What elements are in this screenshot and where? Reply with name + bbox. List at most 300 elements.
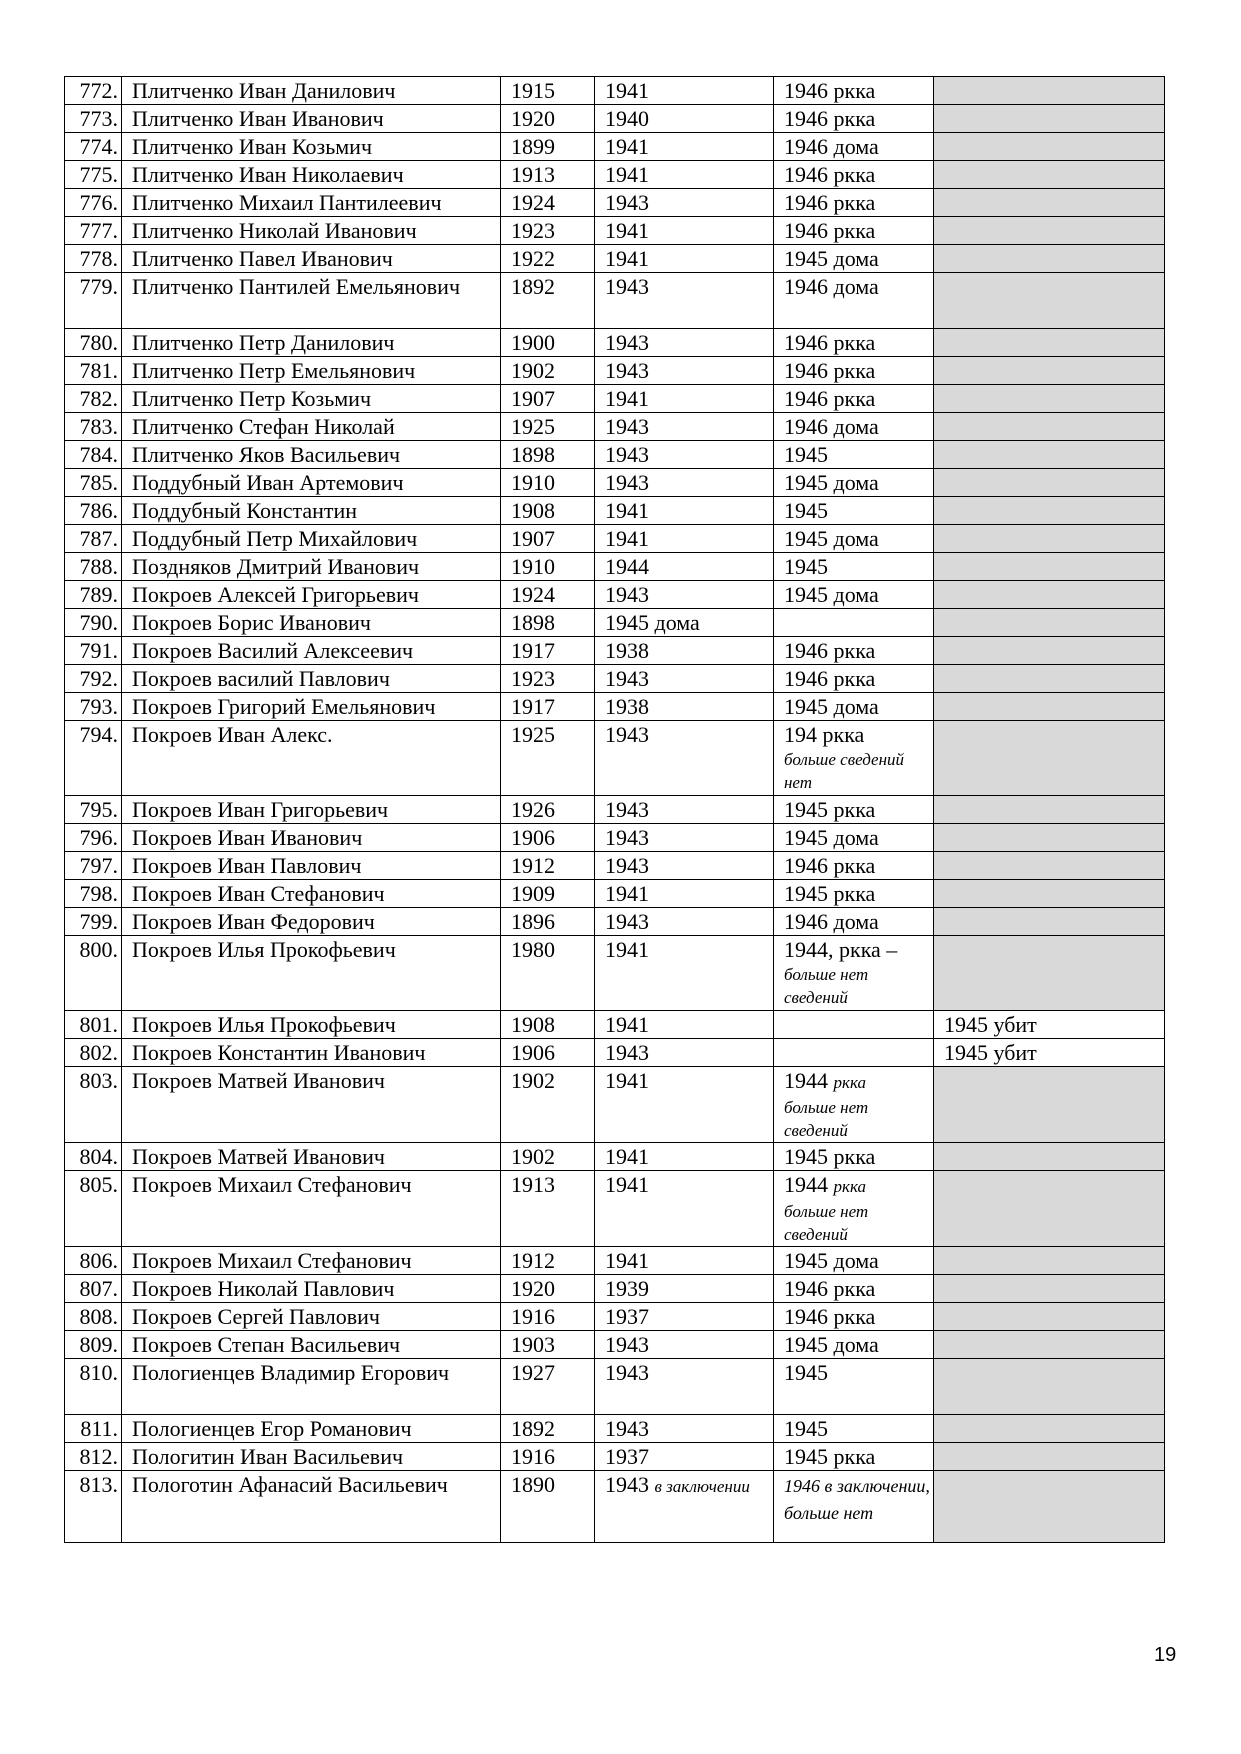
table-row <box>65 581 1165 609</box>
draft-year-cell <box>595 693 774 721</box>
draft-year-cell <box>595 1471 774 1543</box>
return-value: 1945 <box>784 498 828 523</box>
return-value: 1944, ркка – <box>784 937 898 962</box>
draft-year-cell <box>595 273 774 329</box>
name-cell: Покроев василий Павлович <box>122 665 501 693</box>
return-value: 1945 дома <box>784 825 879 850</box>
row-number-cell: 805. <box>65 1171 122 1247</box>
name-cell: Покроев Степан Васильевич <box>122 1331 501 1359</box>
return-value: 1945 дома <box>784 694 879 719</box>
draft-year: 1941 <box>605 162 649 187</box>
table-row <box>65 1359 1165 1415</box>
roster-body <box>65 77 1165 1543</box>
birth-year-cell: 1909 <box>501 880 595 908</box>
draft-year-cell <box>595 1011 774 1039</box>
name-cell: Плитченко Стефан Николай <box>122 413 501 441</box>
draft-year: 1943 <box>605 853 649 878</box>
table-row <box>65 721 1165 796</box>
draft-year: 1943 <box>605 1360 649 1385</box>
draft-year: 1945 дома <box>605 610 700 635</box>
draft-year-cell <box>595 1331 774 1359</box>
name-cell: Покроев Иван Стефанович <box>122 880 501 908</box>
draft-year: 1943 <box>605 1040 649 1065</box>
draft-year-cell <box>595 525 774 553</box>
fate-cell <box>934 824 1165 852</box>
name-cell: Плитченко Николай Иванович <box>122 217 501 245</box>
birth-year-cell: 1920 <box>501 1275 595 1303</box>
table-row <box>65 1443 1165 1471</box>
return-value: 1945 <box>784 442 828 467</box>
table-row <box>65 497 1165 525</box>
row-number-cell: 780. <box>65 329 122 357</box>
return-value: 1944 <box>784 1068 828 1093</box>
name-cell: Поддубный Константин <box>122 497 501 525</box>
birth-year-cell: 1908 <box>501 1011 595 1039</box>
table-row <box>65 133 1165 161</box>
birth-year-cell: 1913 <box>501 161 595 189</box>
draft-year: 1941 <box>605 498 649 523</box>
birth-year-cell: 1925 <box>501 721 595 796</box>
return-value: 1944 <box>784 1172 828 1197</box>
fate-cell <box>934 1067 1165 1143</box>
return-cell <box>774 497 934 525</box>
draft-year: 1943 <box>605 330 649 355</box>
row-number-cell: 772. <box>65 77 122 105</box>
return-value: 1945 <box>784 554 828 579</box>
table-row <box>65 796 1165 824</box>
birth-year-cell: 1917 <box>501 637 595 665</box>
birth-year-cell: 1902 <box>501 1143 595 1171</box>
birth-year-cell: 1915 <box>501 77 595 105</box>
name-cell: Плитченко Павел Иванович <box>122 245 501 273</box>
name-cell: Покроев Григорий Емельянович <box>122 693 501 721</box>
return-inline-note: ркка <box>833 1177 866 1196</box>
draft-year-cell <box>595 105 774 133</box>
name-cell: Плитченко Иван Козьмич <box>122 133 501 161</box>
birth-year-cell: 1925 <box>501 413 595 441</box>
draft-year: 1943 <box>605 666 649 691</box>
name-cell: Поздняков Дмитрий Иванович <box>122 553 501 581</box>
table-row <box>65 1303 1165 1331</box>
name-cell: Плитченко Петр Емельянович <box>122 357 501 385</box>
birth-year-cell: 1902 <box>501 357 595 385</box>
fate-cell <box>934 1303 1165 1331</box>
fate-cell <box>934 1143 1165 1171</box>
return-value: 1946 ркка <box>784 106 876 131</box>
fate-cell <box>934 1247 1165 1275</box>
draft-year-cell <box>595 1443 774 1471</box>
row-number-cell: 809. <box>65 1331 122 1359</box>
return-cell <box>774 469 934 497</box>
draft-year-cell <box>595 908 774 936</box>
return-value: 1946 ркка <box>784 666 876 691</box>
fate-cell <box>934 385 1165 413</box>
fate-cell <box>934 880 1165 908</box>
birth-year-cell: 1924 <box>501 189 595 217</box>
draft-year: 1943 <box>605 797 649 822</box>
draft-year: 1943 <box>605 1332 649 1357</box>
name-cell: Покроев Борис Иванович <box>122 609 501 637</box>
return-value: 1945 дома <box>784 526 879 551</box>
return-cell <box>774 824 934 852</box>
row-number-cell: 802. <box>65 1039 122 1067</box>
name-cell: Пологотин Афанасий Васильевич <box>122 1471 501 1543</box>
table-row <box>65 936 1165 1011</box>
return-cell <box>774 609 934 637</box>
return-value: 1946 ркка <box>784 853 876 878</box>
name-cell: Покроев Сергей Павлович <box>122 1303 501 1331</box>
draft-year-cell <box>595 441 774 469</box>
fate-cell <box>934 217 1165 245</box>
name-cell: Покроев Иван Алекс. <box>122 721 501 796</box>
row-number-cell: 774. <box>65 133 122 161</box>
return-note: больше сведений нет <box>784 750 905 792</box>
fate-cell <box>934 245 1165 273</box>
fate-cell <box>934 329 1165 357</box>
fate-cell <box>934 1275 1165 1303</box>
return-value: 1946 дома <box>784 274 879 299</box>
table-row <box>65 217 1165 245</box>
name-cell: Покроев Иван Павлович <box>122 852 501 880</box>
birth-year-cell: 1924 <box>501 581 595 609</box>
table-row <box>65 553 1165 581</box>
return-cell <box>774 1143 934 1171</box>
draft-year-cell <box>595 1247 774 1275</box>
return-cell <box>774 413 934 441</box>
return-value: 1946 ркка <box>784 330 876 355</box>
row-number-cell: 777. <box>65 217 122 245</box>
row-number-cell: 781. <box>65 357 122 385</box>
return-cell <box>774 693 934 721</box>
birth-year-cell: 1910 <box>501 469 595 497</box>
birth-year-cell: 1917 <box>501 693 595 721</box>
table-row <box>65 880 1165 908</box>
name-cell: Плитченко Иван Иванович <box>122 105 501 133</box>
birth-year-cell: 1920 <box>501 105 595 133</box>
table-row <box>65 441 1165 469</box>
table-row <box>65 469 1165 497</box>
name-cell: Покроев Илья Прокофьевич <box>122 1011 501 1039</box>
draft-year-cell <box>595 796 774 824</box>
draft-year: 1943 <box>605 442 649 467</box>
return-italic-note: 1946 в заключении, больше нет <box>784 1476 930 1523</box>
draft-year: 1944 <box>605 554 649 579</box>
return-value: 1946 ркка <box>784 162 876 187</box>
fate-cell <box>934 441 1165 469</box>
draft-year: 1941 <box>605 218 649 243</box>
row-number-cell: 797. <box>65 852 122 880</box>
table-row <box>65 824 1165 852</box>
birth-year-cell: 1908 <box>501 497 595 525</box>
fate-cell <box>934 497 1165 525</box>
row-number-cell: 812. <box>65 1443 122 1471</box>
draft-year-cell <box>595 824 774 852</box>
draft-year-cell <box>595 1171 774 1247</box>
row-number-cell: 801. <box>65 1011 122 1039</box>
return-value: 1946 ркка <box>784 1304 876 1329</box>
name-cell: Покроев Константин Иванович <box>122 1039 501 1067</box>
return-inline-note: ркка <box>833 1073 866 1092</box>
name-cell: Плитченко Михаил Пантилеевич <box>122 189 501 217</box>
return-cell <box>774 665 934 693</box>
name-cell: Покроев Николай Павлович <box>122 1275 501 1303</box>
table-row <box>65 1067 1165 1143</box>
return-cell <box>774 581 934 609</box>
row-number-cell: 792. <box>65 665 122 693</box>
draft-year: 1941 <box>605 526 649 551</box>
birth-year-cell: 1892 <box>501 1415 595 1443</box>
return-cell <box>774 796 934 824</box>
name-cell: Пологитин Иван Васильевич <box>122 1443 501 1471</box>
table-row <box>65 329 1165 357</box>
fate-cell <box>934 665 1165 693</box>
birth-year-cell: 1892 <box>501 273 595 329</box>
fate-cell <box>934 1359 1165 1415</box>
roster-table <box>64 76 1165 1543</box>
draft-year-cell <box>595 1067 774 1143</box>
row-number-cell: 804. <box>65 1143 122 1171</box>
fate-cell: 1945 убит <box>934 1039 1165 1067</box>
fate-cell <box>934 189 1165 217</box>
fate-cell <box>934 1471 1165 1543</box>
draft-year: 1943 <box>605 722 649 747</box>
birth-year-cell: 1913 <box>501 1171 595 1247</box>
name-cell: Поддубный Иван Артемович <box>122 469 501 497</box>
table-row <box>65 1247 1165 1275</box>
return-cell <box>774 357 934 385</box>
draft-year: 1941 <box>605 1144 649 1169</box>
return-cell <box>774 1067 934 1143</box>
draft-note: в заключении <box>654 1477 750 1496</box>
name-cell: Плитченко Яков Васильевич <box>122 441 501 469</box>
draft-year: 1943 <box>605 358 649 383</box>
row-number-cell: 779. <box>65 273 122 329</box>
draft-year: 1938 <box>605 694 649 719</box>
name-cell: Покроев Илья Прокофьевич <box>122 936 501 1011</box>
return-value: 1946 дома <box>784 909 879 934</box>
fate-cell <box>934 1443 1165 1471</box>
draft-year: 1941 <box>605 1012 649 1037</box>
name-cell: Покроев Алексей Григорьевич <box>122 581 501 609</box>
table-row <box>65 273 1165 329</box>
birth-year-cell: 1922 <box>501 245 595 273</box>
fate-cell <box>934 469 1165 497</box>
birth-year-cell: 1910 <box>501 553 595 581</box>
return-value: 1946 ркка <box>784 218 876 243</box>
birth-year-cell: 1926 <box>501 796 595 824</box>
draft-year-cell <box>595 1303 774 1331</box>
row-number-cell: 796. <box>65 824 122 852</box>
fate-cell <box>934 273 1165 329</box>
birth-year-cell: 1903 <box>501 1331 595 1359</box>
row-number-cell: 788. <box>65 553 122 581</box>
draft-year-cell <box>595 665 774 693</box>
draft-year-cell <box>595 852 774 880</box>
fate-cell <box>934 1171 1165 1247</box>
fate-cell <box>934 609 1165 637</box>
row-number-cell: 800. <box>65 936 122 1011</box>
return-value: 194 ркка <box>784 722 865 747</box>
return-value: 1946 ркка <box>784 78 876 103</box>
table-row <box>65 1011 1165 1039</box>
draft-year: 1937 <box>605 1444 649 1469</box>
draft-year: 1943 <box>605 190 649 215</box>
return-cell <box>774 329 934 357</box>
draft-year: 1943 <box>605 470 649 495</box>
name-cell: Покроев Михаил Стефанович <box>122 1247 501 1275</box>
table-row <box>65 637 1165 665</box>
draft-year: 1939 <box>605 1276 649 1301</box>
fate-cell <box>934 908 1165 936</box>
return-cell <box>774 1471 934 1543</box>
row-number-cell: 775. <box>65 161 122 189</box>
return-cell <box>774 441 934 469</box>
name-cell: Покроев Иван Федорович <box>122 908 501 936</box>
table-row <box>65 357 1165 385</box>
row-number-cell: 807. <box>65 1275 122 1303</box>
fate-cell <box>934 133 1165 161</box>
draft-year-cell <box>595 413 774 441</box>
return-cell <box>774 77 934 105</box>
birth-year-cell: 1896 <box>501 908 595 936</box>
name-cell: Покроев Василий Алексеевич <box>122 637 501 665</box>
draft-year-cell <box>595 581 774 609</box>
return-cell <box>774 273 934 329</box>
return-cell <box>774 1443 934 1471</box>
draft-year: 1941 <box>605 1248 649 1273</box>
return-cell <box>774 1359 934 1415</box>
return-value: 1946 ркка <box>784 190 876 215</box>
return-value: 1945 дома <box>784 582 879 607</box>
return-cell <box>774 553 934 581</box>
return-value: 1946 ркка <box>784 386 876 411</box>
page-number: 19 <box>1154 1644 1177 1666</box>
draft-year: 1941 <box>605 134 649 159</box>
draft-year-cell <box>595 385 774 413</box>
name-cell: Плитченко Иван Николаевич <box>122 161 501 189</box>
draft-year: 1943 <box>605 1416 649 1441</box>
name-cell: Плитченко Петр Данилович <box>122 329 501 357</box>
birth-year-cell: 1900 <box>501 329 595 357</box>
name-cell: Поддубный Петр Михайлович <box>122 525 501 553</box>
birth-year-cell: 1980 <box>501 936 595 1011</box>
return-value: 1945 ркка <box>784 797 876 822</box>
row-number-cell: 811. <box>65 1415 122 1443</box>
return-cell <box>774 936 934 1011</box>
draft-year: 1943 <box>605 274 649 299</box>
return-cell <box>774 217 934 245</box>
draft-year: 1938 <box>605 638 649 663</box>
return-cell <box>774 1011 934 1039</box>
draft-year-cell <box>595 161 774 189</box>
fate-cell <box>934 581 1165 609</box>
birth-year-cell: 1906 <box>501 1039 595 1067</box>
draft-year-cell <box>595 936 774 1011</box>
return-cell <box>774 245 934 273</box>
draft-year-cell <box>595 469 774 497</box>
row-number-cell: 794. <box>65 721 122 796</box>
fate-cell <box>934 77 1165 105</box>
table-row <box>65 105 1165 133</box>
birth-year-cell: 1927 <box>501 1359 595 1415</box>
return-note: больше нет сведений <box>784 965 869 1007</box>
row-number-cell: 808. <box>65 1303 122 1331</box>
draft-year-cell <box>595 1143 774 1171</box>
draft-year-cell <box>595 880 774 908</box>
draft-year-cell <box>595 637 774 665</box>
row-number-cell: 810. <box>65 1359 122 1415</box>
fate-cell <box>934 693 1165 721</box>
return-cell <box>774 525 934 553</box>
fate-cell <box>934 357 1165 385</box>
row-number-cell: 793. <box>65 693 122 721</box>
draft-year: 1941 <box>605 246 649 271</box>
table-row <box>65 1143 1165 1171</box>
return-cell <box>774 721 934 796</box>
name-cell: Покроев Иван Григорьевич <box>122 796 501 824</box>
draft-year-cell <box>595 1359 774 1415</box>
birth-year-cell: 1899 <box>501 133 595 161</box>
draft-year-cell <box>595 553 774 581</box>
return-value: 1945 <box>784 1360 828 1385</box>
name-cell: Покроев Матвей Иванович <box>122 1067 501 1143</box>
return-note: больше нет сведений <box>784 1098 869 1140</box>
row-number-cell: 786. <box>65 497 122 525</box>
draft-year-cell <box>595 1039 774 1067</box>
draft-year-cell <box>595 1415 774 1443</box>
row-number-cell: 790. <box>65 609 122 637</box>
row-number-cell: 785. <box>65 469 122 497</box>
return-cell <box>774 385 934 413</box>
draft-year: 1941 <box>605 386 649 411</box>
name-cell: Пологиенцев Егор Романович <box>122 1415 501 1443</box>
birth-year-cell: 1912 <box>501 1247 595 1275</box>
return-cell <box>774 1171 934 1247</box>
table-row <box>65 852 1165 880</box>
row-number-cell: 803. <box>65 1067 122 1143</box>
draft-year: 1943 <box>605 414 649 439</box>
birth-year-cell: 1923 <box>501 665 595 693</box>
return-value: 1945 дома <box>784 1332 879 1357</box>
birth-year-cell: 1907 <box>501 525 595 553</box>
birth-year-cell: 1907 <box>501 385 595 413</box>
table-row <box>65 413 1165 441</box>
return-cell <box>774 1415 934 1443</box>
return-value: 1945 дома <box>784 246 879 271</box>
birth-year-cell: 1916 <box>501 1443 595 1471</box>
table-row <box>65 77 1165 105</box>
return-cell <box>774 637 934 665</box>
row-number-cell: 798. <box>65 880 122 908</box>
draft-year: 1943 <box>605 825 649 850</box>
draft-year: 1943 <box>605 909 649 934</box>
return-note: больше нет сведений <box>784 1202 869 1244</box>
birth-year-cell: 1898 <box>501 441 595 469</box>
table-row <box>65 1275 1165 1303</box>
table-row <box>65 1171 1165 1247</box>
birth-year-cell: 1906 <box>501 824 595 852</box>
draft-year-cell <box>595 609 774 637</box>
row-number-cell: 799. <box>65 908 122 936</box>
table-row <box>65 1471 1165 1543</box>
return-value: 1946 дома <box>784 134 879 159</box>
fate-cell <box>934 553 1165 581</box>
return-value: 1945 дома <box>784 1248 879 1273</box>
row-number-cell: 787. <box>65 525 122 553</box>
return-cell <box>774 105 934 133</box>
draft-year-cell <box>595 189 774 217</box>
draft-year-cell <box>595 77 774 105</box>
